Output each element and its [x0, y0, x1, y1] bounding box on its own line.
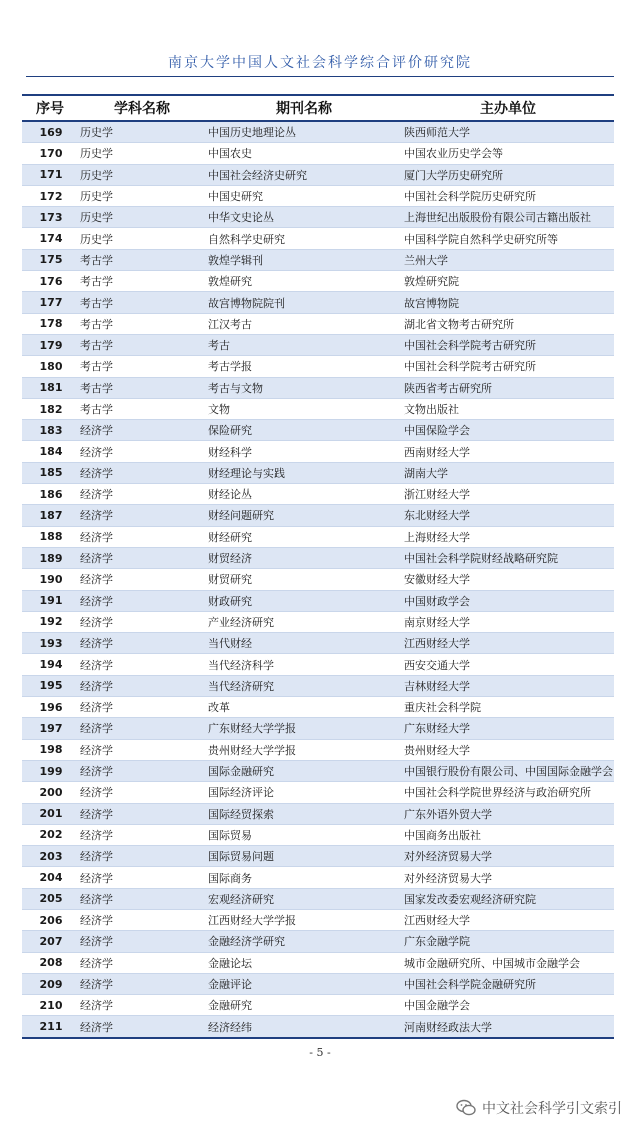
- row-number-cell: 205: [22, 888, 78, 909]
- table-row: [22, 505, 614, 526]
- subject-cell: 考古学: [78, 271, 206, 292]
- organization-cell: 中国社会科学院考古研究所: [402, 334, 614, 355]
- subject-cell: 经济学: [78, 739, 206, 760]
- table-row: [22, 803, 614, 824]
- journal-name-cell: 财政研究: [206, 590, 402, 611]
- organization-cell: 上海财经大学: [402, 526, 614, 547]
- row-number-cell: 210: [22, 995, 78, 1016]
- journal-name-cell: 中国农史: [206, 143, 402, 164]
- organization-cell: 文物出版社: [402, 398, 614, 419]
- table-row: [22, 484, 614, 505]
- organization-cell: 广东金融学院: [402, 931, 614, 952]
- row-number-cell: 211: [22, 1016, 78, 1038]
- row-number-cell: 170: [22, 143, 78, 164]
- subject-cell: 经济学: [78, 718, 206, 739]
- subject-cell: 考古学: [78, 377, 206, 398]
- organization-cell: 故宫博物院: [402, 292, 614, 313]
- journal-name-cell: 自然科学史研究: [206, 228, 402, 249]
- journal-name-cell: 产业经济研究: [206, 611, 402, 632]
- subject-cell: 经济学: [78, 526, 206, 547]
- page-number: - 5 -: [309, 1046, 331, 1059]
- row-number-cell: 183: [22, 420, 78, 441]
- organization-cell: 中国社会科学院金融研究所: [402, 973, 614, 994]
- table-row: [22, 760, 614, 781]
- organization-cell: 兰州大学: [402, 249, 614, 270]
- journal-name-cell: 考古: [206, 334, 402, 355]
- journal-name-cell: 财经论丛: [206, 484, 402, 505]
- table-row: [22, 143, 614, 164]
- journal-name-cell: 财经科学: [206, 441, 402, 462]
- table-body: [22, 121, 614, 1038]
- organization-cell: 城市金融研究所、中国城市金融学会: [402, 952, 614, 973]
- journal-name-cell: 广东财经大学学报: [206, 718, 402, 739]
- organization-cell: 湖北省文物考古研究所: [402, 313, 614, 334]
- journal-name-cell: 故宫博物院院刊: [206, 292, 402, 313]
- row-number-cell: 203: [22, 846, 78, 867]
- journal-name-cell: 金融论坛: [206, 952, 402, 973]
- row-number-cell: 184: [22, 441, 78, 462]
- row-number-cell: 177: [22, 292, 78, 313]
- organization-cell: 吉林财经大学: [402, 675, 614, 696]
- subject-cell: 经济学: [78, 611, 206, 632]
- table-row: [22, 441, 614, 462]
- row-number-cell: 198: [22, 739, 78, 760]
- subject-cell: 经济学: [78, 590, 206, 611]
- table-row: [22, 867, 614, 888]
- subject-cell: 经济学: [78, 547, 206, 568]
- row-number-cell: 202: [22, 824, 78, 845]
- journal-name-cell: 财贸经济: [206, 547, 402, 568]
- row-number-cell: 204: [22, 867, 78, 888]
- subject-cell: 经济学: [78, 824, 206, 845]
- subject-cell: 经济学: [78, 952, 206, 973]
- organization-cell: 湖南大学: [402, 462, 614, 483]
- table-row: [22, 271, 614, 292]
- row-number-cell: 180: [22, 356, 78, 377]
- journal-name-cell: 国际经贸探索: [206, 803, 402, 824]
- table-row: [22, 398, 614, 419]
- subject-cell: 考古学: [78, 398, 206, 419]
- table-row: [22, 228, 614, 249]
- row-number-cell: 174: [22, 228, 78, 249]
- table-row: [22, 888, 614, 909]
- organization-cell: 对外经济贸易大学: [402, 867, 614, 888]
- organization-cell: 国家发改委宏观经济研究院: [402, 888, 614, 909]
- journal-name-cell: 国际经济评论: [206, 782, 402, 803]
- journal-table: [22, 94, 614, 1039]
- row-number-cell: 206: [22, 909, 78, 930]
- row-number-cell: 186: [22, 484, 78, 505]
- subject-cell: 历史学: [78, 121, 206, 143]
- subject-cell: 经济学: [78, 803, 206, 824]
- subject-cell: 经济学: [78, 654, 206, 675]
- subject-cell: 经济学: [78, 420, 206, 441]
- subject-cell: 经济学: [78, 888, 206, 909]
- subject-cell: 考古学: [78, 356, 206, 377]
- table-row: [22, 292, 614, 313]
- table-row: [22, 973, 614, 994]
- journal-name-cell: 国际金融研究: [206, 760, 402, 781]
- organization-cell: 广东外语外贸大学: [402, 803, 614, 824]
- organization-cell: 陕西省考古研究所: [402, 377, 614, 398]
- journal-name-cell: 当代经济研究: [206, 675, 402, 696]
- row-number-cell: 208: [22, 952, 78, 973]
- row-number-cell: 185: [22, 462, 78, 483]
- row-number-cell: 209: [22, 973, 78, 994]
- row-number-cell: 181: [22, 377, 78, 398]
- subject-cell: 经济学: [78, 995, 206, 1016]
- journal-name-cell: 国际贸易问题: [206, 846, 402, 867]
- row-number-cell: 196: [22, 697, 78, 718]
- organization-cell: 贵州财经大学: [402, 739, 614, 760]
- organization-cell: 中国保险学会: [402, 420, 614, 441]
- table-row: [22, 164, 614, 185]
- row-number-cell: 199: [22, 760, 78, 781]
- journal-name-cell: 财经理论与实践: [206, 462, 402, 483]
- journal-name-cell: 保险研究: [206, 420, 402, 441]
- journal-name-cell: 中国历史地理论丛: [206, 121, 402, 143]
- subject-cell: 历史学: [78, 164, 206, 185]
- table-header-row: [22, 95, 614, 121]
- journal-name-cell: 金融经济学研究: [206, 931, 402, 952]
- subject-cell: 历史学: [78, 143, 206, 164]
- table-row: [22, 420, 614, 441]
- row-number-cell: 171: [22, 164, 78, 185]
- column-header-organization: 主办单位: [402, 95, 614, 121]
- table-row: [22, 846, 614, 867]
- subject-cell: 经济学: [78, 569, 206, 590]
- table-row: [22, 121, 614, 143]
- row-number-cell: 190: [22, 569, 78, 590]
- row-number-cell: 191: [22, 590, 78, 611]
- organization-cell: 中国金融学会: [402, 995, 614, 1016]
- column-header-journal: 期刊名称: [206, 95, 402, 121]
- row-number-cell: 169: [22, 121, 78, 143]
- table-row: [22, 611, 614, 632]
- journal-name-cell: 考古与文物: [206, 377, 402, 398]
- subject-cell: 考古学: [78, 334, 206, 355]
- subject-cell: 经济学: [78, 782, 206, 803]
- table-row: [22, 909, 614, 930]
- organization-cell: 南京财经大学: [402, 611, 614, 632]
- subject-cell: 经济学: [78, 867, 206, 888]
- row-number-cell: 182: [22, 398, 78, 419]
- subject-cell: 经济学: [78, 675, 206, 696]
- organization-cell: 安徽财经大学: [402, 569, 614, 590]
- column-header-subject: 学科名称: [78, 95, 206, 121]
- organization-cell: 东北财经大学: [402, 505, 614, 526]
- organization-cell: 中国科学院自然科学史研究所等: [402, 228, 614, 249]
- journal-name-cell: 敦煌研究: [206, 271, 402, 292]
- organization-cell: 中国社会科学院财经战略研究院: [402, 547, 614, 568]
- page-header-title: 南京大学中国人文社会科学综合评价研究院: [168, 55, 472, 71]
- table-row: [22, 1016, 614, 1038]
- table-row: [22, 377, 614, 398]
- header-divider: [26, 76, 614, 77]
- table-row: [22, 590, 614, 611]
- table-row: [22, 547, 614, 568]
- row-number-cell: 195: [22, 675, 78, 696]
- table-row: [22, 462, 614, 483]
- organization-cell: 中国农业历史学会等: [402, 143, 614, 164]
- organization-cell: 中国银行股份有限公司、中国国际金融学会: [402, 760, 614, 781]
- table-row: [22, 931, 614, 952]
- row-number-cell: 175: [22, 249, 78, 270]
- journal-name-cell: 敦煌学辑刊: [206, 249, 402, 270]
- table-row: [22, 207, 614, 228]
- journal-name-cell: 经济经纬: [206, 1016, 402, 1038]
- table-row: [22, 313, 614, 334]
- organization-cell: 西安交通大学: [402, 654, 614, 675]
- subject-cell: 经济学: [78, 462, 206, 483]
- row-number-cell: 187: [22, 505, 78, 526]
- table-row: [22, 526, 614, 547]
- table-row: [22, 334, 614, 355]
- organization-cell: 厦门大学历史研究所: [402, 164, 614, 185]
- organization-cell: 中国社会科学院历史研究所: [402, 185, 614, 206]
- row-number-cell: 201: [22, 803, 78, 824]
- table-row: [22, 675, 614, 696]
- table-row: [22, 995, 614, 1016]
- journal-name-cell: 金融研究: [206, 995, 402, 1016]
- organization-cell: 重庆社会科学院: [402, 697, 614, 718]
- watermark: [456, 1098, 622, 1118]
- organization-cell: 中国商务出版社: [402, 824, 614, 845]
- journal-name-cell: 金融评论: [206, 973, 402, 994]
- organization-cell: 对外经济贸易大学: [402, 846, 614, 867]
- row-number-cell: 179: [22, 334, 78, 355]
- subject-cell: 历史学: [78, 228, 206, 249]
- subject-cell: 历史学: [78, 207, 206, 228]
- organization-cell: 敦煌研究院: [402, 271, 614, 292]
- journal-name-cell: 国际贸易: [206, 824, 402, 845]
- table-row: [22, 654, 614, 675]
- table-row: [22, 739, 614, 760]
- journal-name-cell: 当代财经: [206, 633, 402, 654]
- journal-name-cell: 改革: [206, 697, 402, 718]
- subject-cell: 经济学: [78, 760, 206, 781]
- row-number-cell: 172: [22, 185, 78, 206]
- table-row: [22, 569, 614, 590]
- journal-name-cell: 中华文史论丛: [206, 207, 402, 228]
- table-row: [22, 782, 614, 803]
- table-row: [22, 824, 614, 845]
- subject-cell: 经济学: [78, 505, 206, 526]
- journal-name-cell: 财经问题研究: [206, 505, 402, 526]
- organization-cell: 浙江财经大学: [402, 484, 614, 505]
- organization-cell: 江西财经大学: [402, 633, 614, 654]
- row-number-cell: 176: [22, 271, 78, 292]
- subject-cell: 考古学: [78, 292, 206, 313]
- subject-cell: 经济学: [78, 931, 206, 952]
- wechat-icon: [456, 1099, 476, 1117]
- subject-cell: 历史学: [78, 185, 206, 206]
- journal-name-cell: 财经研究: [206, 526, 402, 547]
- journal-name-cell: 中国史研究: [206, 185, 402, 206]
- row-number-cell: 194: [22, 654, 78, 675]
- organization-cell: 中国财政学会: [402, 590, 614, 611]
- journal-name-cell: 考古学报: [206, 356, 402, 377]
- table-row: [22, 697, 614, 718]
- journal-name-cell: 国际商务: [206, 867, 402, 888]
- journal-name-cell: 文物: [206, 398, 402, 419]
- row-number-cell: 188: [22, 526, 78, 547]
- table-row: [22, 249, 614, 270]
- subject-cell: 经济学: [78, 846, 206, 867]
- organization-cell: 江西财经大学: [402, 909, 614, 930]
- subject-cell: 经济学: [78, 909, 206, 930]
- row-number-cell: 197: [22, 718, 78, 739]
- row-number-cell: 192: [22, 611, 78, 632]
- journal-name-cell: 贵州财经大学学报: [206, 739, 402, 760]
- subject-cell: 经济学: [78, 441, 206, 462]
- row-number-cell: 207: [22, 931, 78, 952]
- column-header-number: 序号: [22, 95, 78, 121]
- organization-cell: 河南财经政法大学: [402, 1016, 614, 1038]
- row-number-cell: 173: [22, 207, 78, 228]
- row-number-cell: 193: [22, 633, 78, 654]
- table-row: [22, 633, 614, 654]
- subject-cell: 经济学: [78, 484, 206, 505]
- row-number-cell: 189: [22, 547, 78, 568]
- organization-cell: 广东财经大学: [402, 718, 614, 739]
- row-number-cell: 178: [22, 313, 78, 334]
- table-row: [22, 185, 614, 206]
- organization-cell: 陕西师范大学: [402, 121, 614, 143]
- subject-cell: 考古学: [78, 313, 206, 334]
- subject-cell: 经济学: [78, 697, 206, 718]
- subject-cell: 经济学: [78, 973, 206, 994]
- subject-cell: 经济学: [78, 633, 206, 654]
- journal-name-cell: 中国社会经济史研究: [206, 164, 402, 185]
- journal-name-cell: 当代经济科学: [206, 654, 402, 675]
- journal-name-cell: 江西财经大学学报: [206, 909, 402, 930]
- organization-cell: 上海世纪出版股份有限公司古籍出版社: [402, 207, 614, 228]
- organization-cell: 中国社会科学院世界经济与政治研究所: [402, 782, 614, 803]
- organization-cell: 西南财经大学: [402, 441, 614, 462]
- journal-name-cell: 宏观经济研究: [206, 888, 402, 909]
- organization-cell: 中国社会科学院考古研究所: [402, 356, 614, 377]
- journal-name-cell: 江汉考古: [206, 313, 402, 334]
- watermark-text: 中文社会科学引文索引: [482, 1101, 622, 1117]
- table-row: [22, 952, 614, 973]
- row-number-cell: 200: [22, 782, 78, 803]
- table-row: [22, 718, 614, 739]
- subject-cell: 考古学: [78, 249, 206, 270]
- table-row: [22, 356, 614, 377]
- journal-name-cell: 财贸研究: [206, 569, 402, 590]
- subject-cell: 经济学: [78, 1016, 206, 1038]
